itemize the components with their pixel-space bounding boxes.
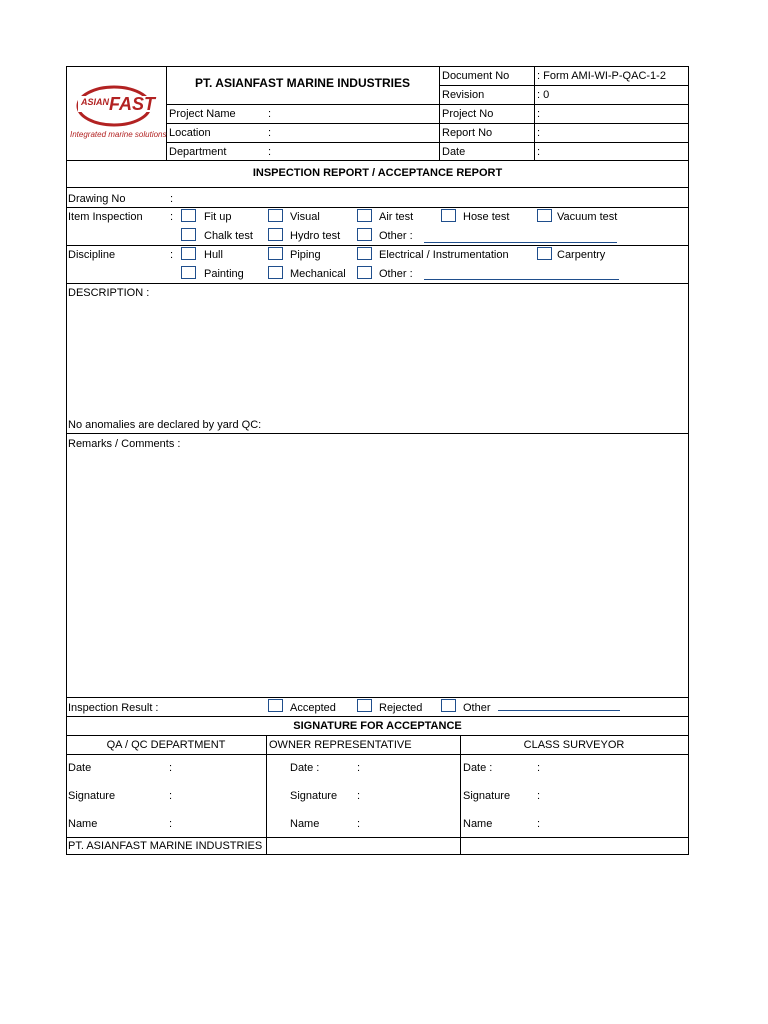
owner-date-input[interactable] <box>366 762 456 776</box>
department-input[interactable] <box>278 146 434 160</box>
item-inspection-colon: : <box>170 211 174 223</box>
option-chalk-test: Chalk test <box>204 230 253 242</box>
project-no-input[interactable] <box>545 108 683 122</box>
qa-signature-input[interactable] <box>178 790 262 804</box>
option-hydro-test: Hydro test <box>290 230 341 242</box>
checkbox-chalk-test[interactable] <box>181 228 196 241</box>
logo-tagline: Integrated marine solutions <box>70 130 167 139</box>
drawing-no-input[interactable] <box>180 193 680 207</box>
no-anomalies-statement: No anomalies are declared by yard QC: <box>68 419 262 431</box>
inspection-result-label: Inspection Result : <box>68 702 159 714</box>
checkbox-painting[interactable] <box>181 266 196 279</box>
signature-title: SIGNATURE FOR ACCEPTANCE <box>293 720 462 732</box>
qa-name-colon: : <box>169 818 173 830</box>
result-other-underline <box>498 710 620 711</box>
project-name-label: Project Name <box>169 108 236 120</box>
option-fit-up: Fit up <box>204 211 232 223</box>
checkbox-visual[interactable] <box>268 209 283 222</box>
owner-name-input[interactable] <box>366 818 456 832</box>
department-colon: : <box>268 146 272 158</box>
owner-name-label: Name <box>290 818 320 830</box>
doc-no-value: : Form AMI-WI-P-QAC-1-2 <box>537 70 666 82</box>
report-no-input[interactable] <box>545 127 683 141</box>
checkbox-inspection-other[interactable] <box>357 228 372 241</box>
class-name-colon: : <box>537 818 541 830</box>
option-painting: Painting <box>204 268 244 280</box>
checkbox-discipline-other[interactable] <box>357 266 372 279</box>
doc-no-label: Document No <box>442 70 510 82</box>
checkbox-air-test[interactable] <box>357 209 372 222</box>
class-name-label: Name <box>463 818 493 830</box>
class-date-colon: : <box>537 762 541 774</box>
project-name-colon: : <box>268 108 272 120</box>
qa-name-label: Name <box>68 818 98 830</box>
drawing-no-label: Drawing No <box>68 193 126 205</box>
checkbox-result-other[interactable] <box>441 699 456 712</box>
description-textarea[interactable] <box>69 302 688 418</box>
option-rejected: Rejected <box>379 702 423 714</box>
inspection-other-underline <box>424 242 617 243</box>
option-visual: Visual <box>290 211 320 223</box>
class-signature-label: Signature <box>463 790 511 802</box>
logo-word-fast: FAST <box>109 94 156 114</box>
checkbox-vacuum-test[interactable] <box>537 209 552 222</box>
class-signature-colon: : <box>537 790 541 802</box>
location-colon: : <box>268 127 272 139</box>
drawing-no-colon: : <box>170 193 174 205</box>
project-no-colon: : <box>537 108 541 120</box>
checkbox-fit-up[interactable] <box>181 209 196 222</box>
location-input[interactable] <box>278 127 434 141</box>
date-label: Date <box>442 146 466 158</box>
discipline-colon: : <box>170 249 174 261</box>
qa-date-colon: : <box>169 762 173 774</box>
item-inspection-label: Item Inspection <box>68 211 143 223</box>
option-vacuum-test: Vacuum test <box>557 211 618 223</box>
report-no-label: Report No <box>442 127 493 139</box>
qa-date-label: Date <box>68 762 92 774</box>
report-no-colon: : <box>537 127 541 139</box>
class-signature-input[interactable] <box>546 790 684 804</box>
department-label: Department <box>169 146 227 158</box>
option-hose-test: Hose test <box>463 211 510 223</box>
checkbox-rejected[interactable] <box>357 699 372 712</box>
option-discipline-other: Other : <box>379 268 413 280</box>
date-colon: : <box>537 146 541 158</box>
qa-signature-colon: : <box>169 790 173 802</box>
qa-name-input[interactable] <box>178 818 262 832</box>
owner-name-colon: : <box>357 818 361 830</box>
option-air-test: Air test <box>379 211 414 223</box>
owner-date-colon: : <box>357 762 361 774</box>
sig-col-qa-qc-title: QA / QC DEPARTMENT <box>106 739 226 751</box>
discipline-label: Discipline <box>68 249 116 261</box>
option-accepted: Accepted <box>290 702 336 714</box>
option-piping: Piping <box>290 249 321 261</box>
owner-date-label: Date : <box>290 762 320 774</box>
logo-word-asian: ASIAN <box>81 97 110 107</box>
inspection-other-input[interactable] <box>424 228 617 242</box>
class-date-label: Date : <box>463 762 493 774</box>
option-result-other: Other <box>463 702 491 714</box>
date-input[interactable] <box>545 146 683 160</box>
option-mechanical: Mechanical <box>290 268 346 280</box>
project-name-input[interactable] <box>278 108 434 122</box>
sig-col-class-title: CLASS SURVEYOR <box>523 739 625 751</box>
qa-date-input[interactable] <box>178 762 262 776</box>
description-label: DESCRIPTION : <box>68 287 150 299</box>
checkbox-piping[interactable] <box>268 247 283 260</box>
checkbox-hose-test[interactable] <box>441 209 456 222</box>
discipline-other-input[interactable] <box>424 266 619 280</box>
project-no-label: Project No <box>442 108 494 120</box>
revision-value: : 0 <box>537 89 550 101</box>
owner-signature-input[interactable] <box>366 790 456 804</box>
discipline-other-underline <box>424 279 619 280</box>
checkbox-hull[interactable] <box>181 247 196 260</box>
location-label: Location <box>169 127 211 139</box>
checkbox-mechanical[interactable] <box>268 266 283 279</box>
sig-col-owner-title: OWNER REPRESENTATIVE <box>269 739 412 751</box>
option-inspection-other: Other : <box>379 230 413 242</box>
remarks-label: Remarks / Comments : <box>68 438 181 450</box>
company-name: PT. ASIANFAST MARINE INDUSTRIES <box>195 76 410 90</box>
footer-company: PT. ASIANFAST MARINE INDUSTRIES <box>68 840 263 852</box>
owner-signature-colon: : <box>357 790 361 802</box>
owner-signature-label: Signature <box>290 790 338 802</box>
qa-signature-label: Signature <box>68 790 116 802</box>
remarks-textarea[interactable] <box>69 454 688 696</box>
checkbox-accepted[interactable] <box>268 699 283 712</box>
checkbox-carpentry[interactable] <box>537 247 552 260</box>
checkbox-hydro-test[interactable] <box>268 228 283 241</box>
checkbox-electrical[interactable] <box>357 247 372 260</box>
option-hull: Hull <box>204 249 223 261</box>
class-date-input[interactable] <box>546 762 684 776</box>
option-carpentry: Carpentry <box>557 249 606 261</box>
report-title: INSPECTION REPORT / ACCEPTANCE REPORT <box>252 167 503 179</box>
revision-label: Revision <box>442 89 485 101</box>
class-name-input[interactable] <box>546 818 684 832</box>
company-logo <box>68 78 167 142</box>
option-electrical: Electrical / Instrumentation <box>379 249 509 261</box>
